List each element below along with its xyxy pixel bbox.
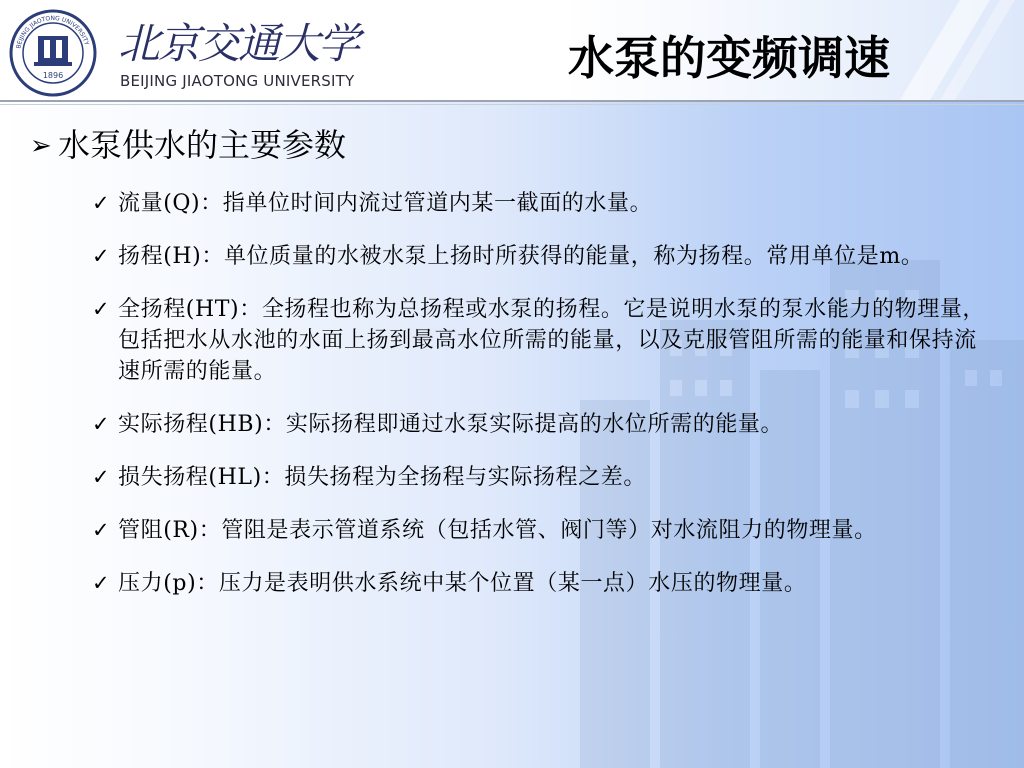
list-item xyxy=(92,188,998,219)
list-item-text: 全扬程(HT)：全扬程也称为总扬程或水泵的扬程。它是说明水泵的泵水能力的物理量，包括把水从水池的水面上扬到最高水位所需的能量，以及克服管阻所需的能量和保持流速所需的能量。 xyxy=(118,297,986,384)
seal-ring-text: BEIJING JIAOTONG UNIVERSITY xyxy=(15,14,90,50)
section-heading-text: 水泵供水的主要参数 xyxy=(58,126,347,164)
list-item xyxy=(92,409,998,440)
parameter-list xyxy=(92,188,992,621)
checkmark-icon: ✓ xyxy=(92,518,110,542)
list-item xyxy=(92,294,998,387)
list-item xyxy=(92,462,998,493)
university-seal-icon xyxy=(8,8,98,98)
list-item-text: 管阻(R)：管阻是表示管道系统（包括水管、阀门等）对水流阻力的物理量。 xyxy=(118,518,877,543)
list-item-text: 流量(Q)：指单位时间内流过管道内某一截面的水量。 xyxy=(118,191,653,216)
checkmark-icon: ✓ xyxy=(92,191,110,215)
seal-year: 1896 xyxy=(42,71,64,80)
list-item xyxy=(92,568,998,599)
list-item-text: 压力(p)：压力是表明供水系统中某个位置（某一点）水压的物理量。 xyxy=(118,571,807,596)
arrow-right-icon: ➢ xyxy=(30,131,52,161)
checkmark-icon: ✓ xyxy=(92,571,110,595)
checkmark-icon: ✓ xyxy=(92,465,110,489)
university-calligraphy-logo xyxy=(118,14,359,68)
checkmark-icon: ✓ xyxy=(92,412,110,436)
svg-text:北京交通大学: 北京交通大学 xyxy=(118,19,359,68)
list-item-text: 实际扬程(HB)：实际扬程即通过水泵实际提高的水位所需的能量。 xyxy=(118,412,784,437)
list-item-text: 扬程(H)：单位质量的水被水泵上扬时所获得的能量，称为扬程。常用单位是m。 xyxy=(118,244,924,269)
section-heading xyxy=(30,120,346,166)
slide-header xyxy=(0,0,1024,100)
header-divider-thin xyxy=(0,104,1024,105)
checkmark-icon: ✓ xyxy=(92,297,110,321)
page-title: 水泵的变频调速 xyxy=(568,31,890,85)
checkmark-icon: ✓ xyxy=(92,244,110,268)
list-item xyxy=(92,241,998,272)
header-divider xyxy=(0,100,1024,102)
list-item-text: 损失扬程(HL)：损失扬程为全扬程与实际扬程之差。 xyxy=(118,465,646,490)
university-name: BEIJING JIAOTONG UNIVERSITY xyxy=(120,72,355,90)
list-item xyxy=(92,515,998,546)
